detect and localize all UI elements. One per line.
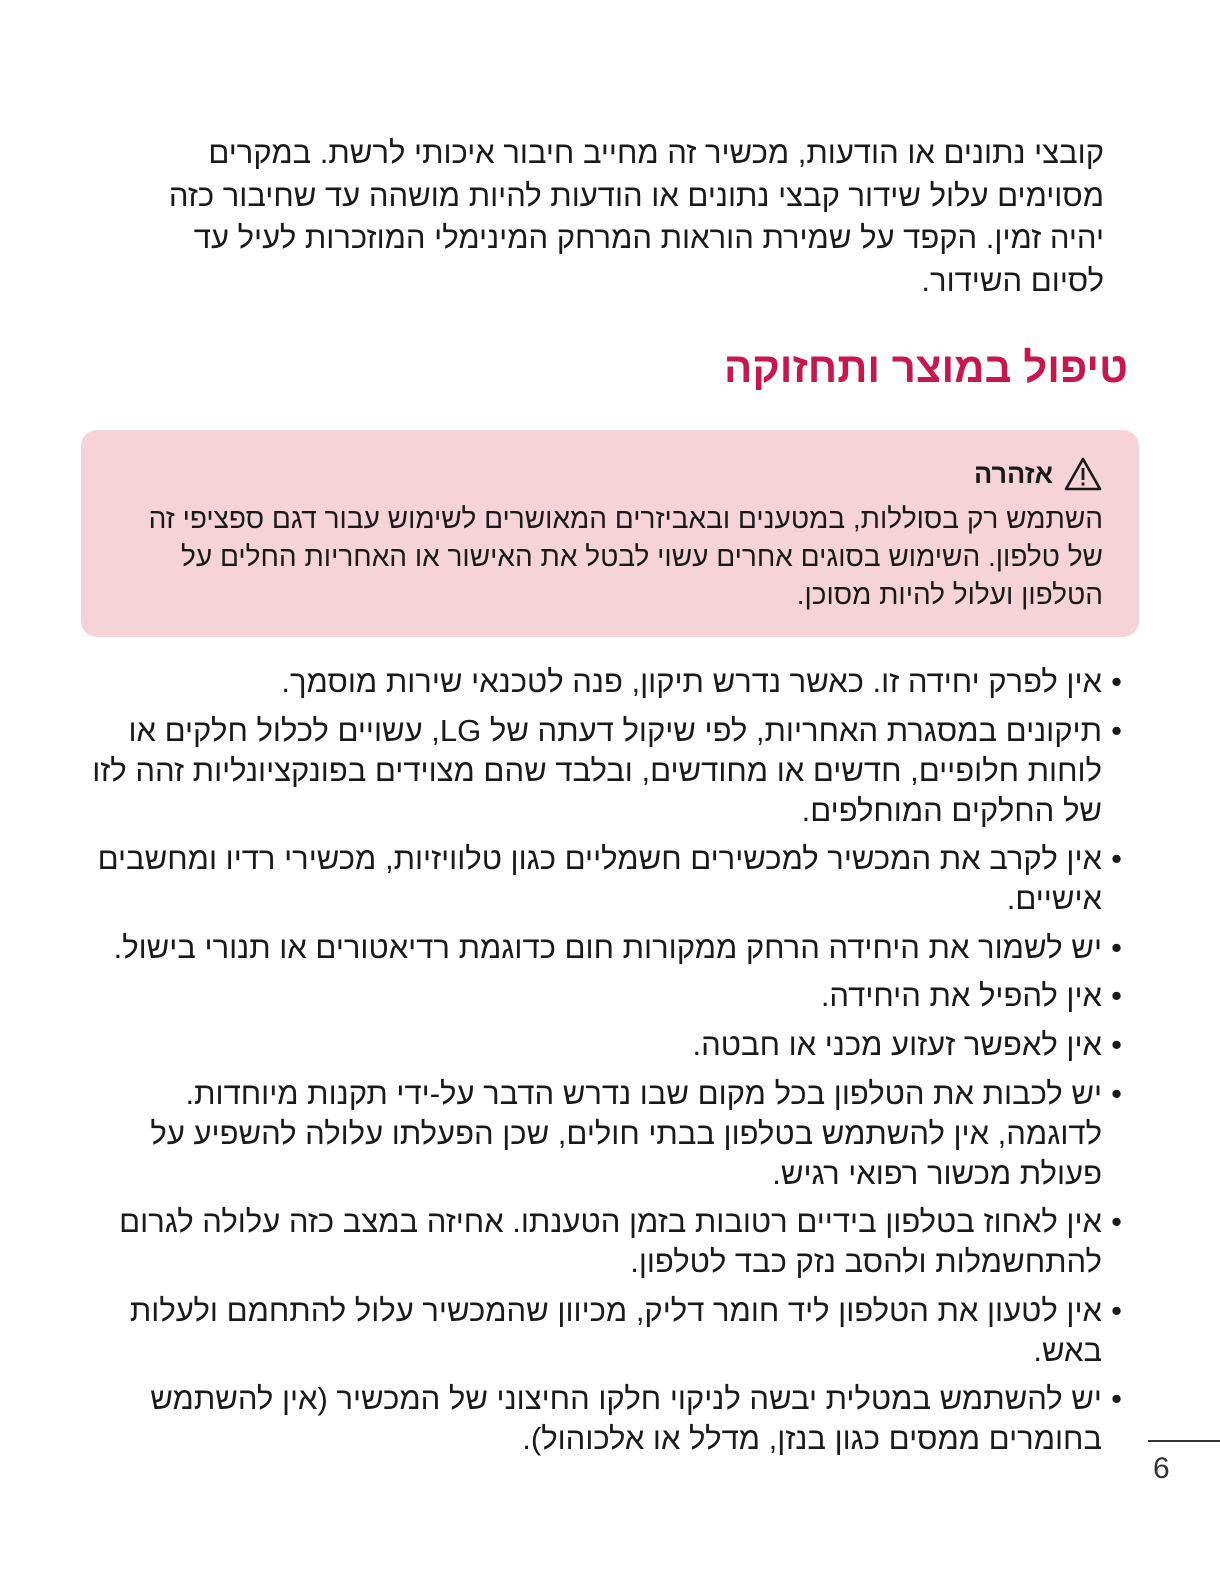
care-instructions-list bbox=[82, 662, 1122, 1468]
list-item bbox=[82, 711, 1122, 831]
warning-label: אזהרה bbox=[974, 458, 1053, 489]
list-item-text: אין לפרק יחידה זו. כאשר נדרש תיקון, פנה לטכנאי שירות מוסמך. bbox=[281, 664, 1102, 699]
list-item-text: תיקונים במסגרת האחריות, לפי שיקול דעתה של LG, עשויים לכלול חלקים או לוחות חלופיים, חדשים או מחודשים, ובלבד שהם מצוידים בפונקציונליות זהה לזו של החלקים המוחלפים. bbox=[92, 712, 1102, 828]
bullet-dot-icon: • bbox=[1111, 664, 1122, 699]
list-item-text: יש לשמור את היחידה הרחק ממקורות חום כדוגמת רדיאטורים או תנורי בישול. bbox=[113, 929, 1102, 965]
list-item bbox=[82, 1202, 1122, 1282]
list-item-text: אין לקרב את המכשיר למכשירים חשמליים כגון טלוויזיות, מכשירי רדיו ומחשבים אישיים. bbox=[97, 841, 1102, 917]
bullet-dot-icon: • bbox=[1111, 841, 1122, 877]
warning-box bbox=[81, 430, 1139, 637]
bullet-dot-icon: • bbox=[1111, 929, 1122, 965]
page-number: 6 bbox=[1153, 1452, 1170, 1485]
list-item-text: אין לאחוז בטלפון בידיים רטובות בזמן הטענתו. אחיזה במצב כזה עלולה לגרום להתחשמלות ולהסב נזק כבד לטלפון. bbox=[119, 1204, 1102, 1280]
page-number-rule bbox=[1148, 1440, 1220, 1442]
list-item bbox=[82, 928, 1122, 968]
bullet-dot-icon: • bbox=[1111, 1075, 1122, 1111]
bullet-dot-icon: • bbox=[1111, 712, 1122, 748]
list-item bbox=[82, 1025, 1122, 1065]
list-item bbox=[82, 839, 1122, 919]
list-item bbox=[82, 1379, 1122, 1459]
warning-text: השתמש רק בסוללות, במטענים ובאביזרים המאושרים לשימוש עבור דגם ספציפי זה של טלפון. השימוש בסוגים אחרים עשוי לבטל את האישור או האחריות החלים על הטלפון ועלול להיות מסוכן. bbox=[148, 503, 1103, 610]
list-item bbox=[82, 976, 1122, 1016]
warning-icon bbox=[1063, 456, 1103, 492]
list-item-text: אין להפיל את היחידה. bbox=[820, 978, 1102, 1014]
list-item bbox=[82, 1291, 1122, 1371]
list-item bbox=[82, 662, 1122, 702]
warning-header bbox=[974, 456, 1103, 492]
bullet-dot-icon: • bbox=[1111, 1381, 1122, 1417]
list-item-text: אין לטעון את הטלפון ליד חומר דליק, מכיוון שהמכשיר עלול להתחמם ולעלות באש. bbox=[129, 1292, 1102, 1368]
intro-paragraph: קובצי נתונים או הודעות, מכשיר זה מחייב חיבור איכותי לרשת. במקרים מסוימים עלול שידור קבצי נתונים או הודעות להיות מושהה עד שחיבור כזה יהיה זמין. הקפד על שמירת הוראות המרחק המינימלי המוזכרות לעיל עד לסיום השידור. bbox=[168, 135, 1104, 298]
list-item-text: אין לאפשר זעזוע מכני או חבטה. bbox=[692, 1026, 1102, 1062]
list-item bbox=[82, 1074, 1122, 1194]
bullet-dot-icon: • bbox=[1111, 1292, 1122, 1328]
list-item-text: יש להשתמש במטלית יבשה לניקוי חלקו החיצוני של המכשיר (אין להשתמש בחומרים ממסים כגון בנזן, מדלל או אלכוהול). bbox=[150, 1381, 1102, 1457]
bullet-dot-icon: • bbox=[1111, 1204, 1122, 1240]
bullet-dot-icon: • bbox=[1111, 978, 1122, 1014]
section-title: טיפול במוצר ותחזוקה bbox=[723, 344, 1128, 391]
list-item-text: יש לכבות את הטלפון בכל מקום שבו נדרש הדבר על-ידי תקנות מיוחדות. לדוגמה, אין להשתמש בטלפון בבתי חולים, שכן הפעלתו עלולה להשפיע על פעולת מכשור רפואי רגיש. bbox=[150, 1075, 1102, 1191]
bullet-dot-icon: • bbox=[1111, 1026, 1122, 1062]
